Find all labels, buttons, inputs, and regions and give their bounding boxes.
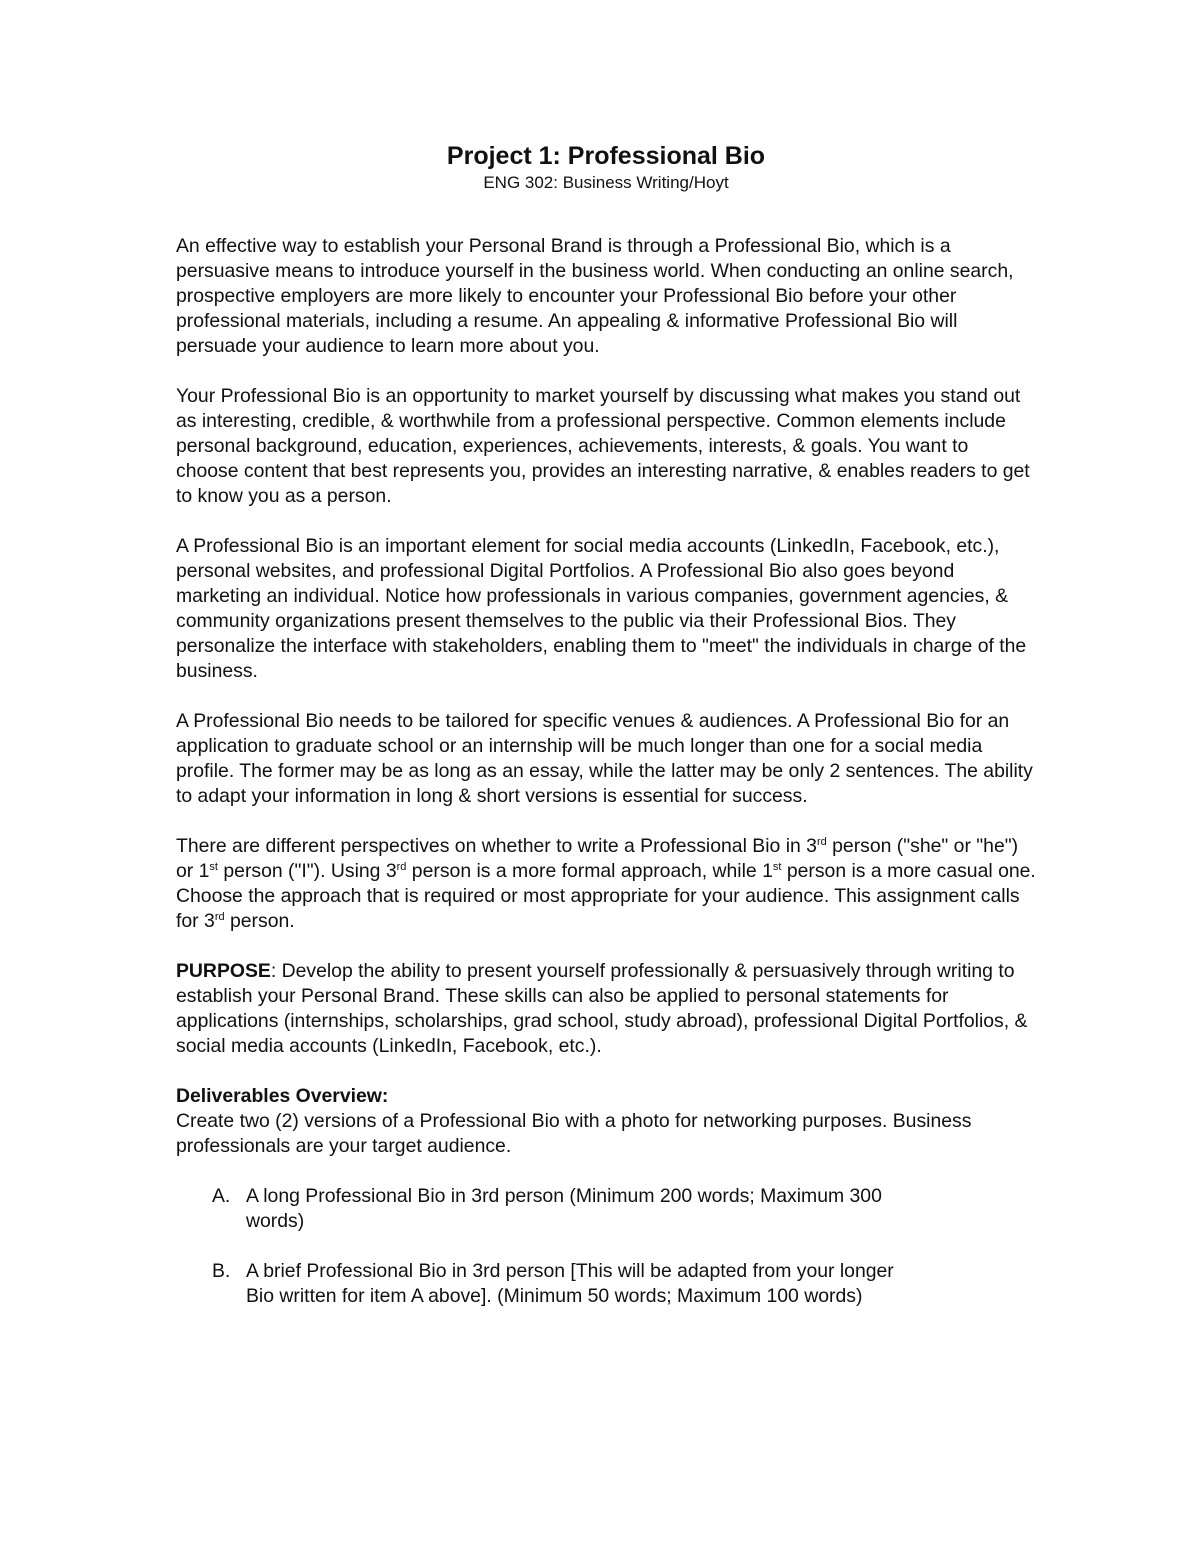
list-marker: B. xyxy=(212,1260,231,1282)
purpose-label: PURPOSE xyxy=(176,960,271,982)
purpose-paragraph xyxy=(176,959,1036,1059)
deliverable-text: A brief Professional Bio in 3rd person [This will be adapted from your longer Bio written for item A above]. (Minimum 50 words; Maximum 100 words) xyxy=(246,1260,894,1307)
intro-paragraph: An effective way to establish your Personal Brand is through a Professional Bio, which is a persuasive means to introduce yourself in the business world. When conducting an online search, prospective employers are more likely to encounter your Professional Bio before your other professional materials, including a resume. An appealing & informative Professional Bio will persuade your audience to learn more about you. xyxy=(176,235,1014,357)
deliverables-heading: Deliverables Overview: xyxy=(176,1085,389,1107)
ordinal-suffix: rd xyxy=(816,836,827,848)
ordinal-suffix: st xyxy=(209,861,218,873)
deliverable-text: A long Professional Bio in 3rd person (Minimum 200 words; Maximum 300 words) xyxy=(246,1185,882,1232)
ordinal-suffix: rd xyxy=(396,861,407,873)
perspective-text: person ("I"). Using 3 xyxy=(217,860,397,882)
ordinal-suffix: st xyxy=(772,861,782,873)
purpose-text: : Develop the ability to present yourself professionally & persuasively through writing to establish your Personal Brand. These skills can also be applied to personal statements for applications (internships, scholarships, grad school, study abroad), professional Digital Portfolios, & social media accounts (LinkedIn, Facebook, etc.). xyxy=(176,960,1028,1057)
deliverable-item xyxy=(176,1184,916,1234)
perspective-text: There are different perspectives on whether to write a Professional Bio in 3 xyxy=(176,835,817,857)
document-body xyxy=(176,140,1036,1334)
ordinal-suffix: rd xyxy=(214,911,225,923)
perspective-text: person. xyxy=(224,910,295,932)
perspective-text: person is a more casual one. Choose the approach that is required or most appropriate for your audience. This assignment calls for 3 xyxy=(176,860,1036,932)
document-subtitle: ENG 302: Business Writing/Hoyt xyxy=(483,173,729,192)
deliverable-item xyxy=(176,1259,916,1309)
document-title: Project 1: Professional Bio xyxy=(446,142,766,170)
perspective-text: person is a more formal approach, while 1 xyxy=(406,860,773,882)
tailoring-paragraph: A Professional Bio needs to be tailored for specific venues & audiences. A Professional Bio for an application to graduate school or an internship will be much longer than one for a social media profile. The former may be as long as an essay, while the latter may be only 2 sentences. The ability to adapt your information in long & short versions is essential for success. xyxy=(176,710,1033,807)
deliverables-list xyxy=(176,1184,1036,1309)
list-marker: A. xyxy=(212,1185,231,1207)
deliverables-text: Create two (2) versions of a Professional Bio with a photo for networking purposes. Business professionals are your target audience. xyxy=(176,1110,972,1157)
social-media-paragraph: A Professional Bio is an important element for social media accounts (LinkedIn, Facebook, etc.), personal websites, and professional Digital Portfolios. A Professional Bio also goes beyond marketing an individual. Notice how professionals in various companies, government agencies, & community organizations present themselves to the public via their Professional Bios. They personalize the interface with stakeholders, enabling them to "meet" the individuals in charge of the business. xyxy=(176,535,1027,682)
perspective-text: person ("she" or "he") or 1 xyxy=(176,835,1019,882)
market-yourself-paragraph: Your Professional Bio is an opportunity to market yourself by discussing what makes you stand out as interesting, credible, & worthwhile from a professional perspective. Common elements include personal background, education, experiences, achievements, interests, & goals. You want to choose content that best represents you, provides an interesting narrative, & enables readers to get to know you as a person. xyxy=(176,385,1030,507)
perspective-paragraph xyxy=(176,834,1036,934)
